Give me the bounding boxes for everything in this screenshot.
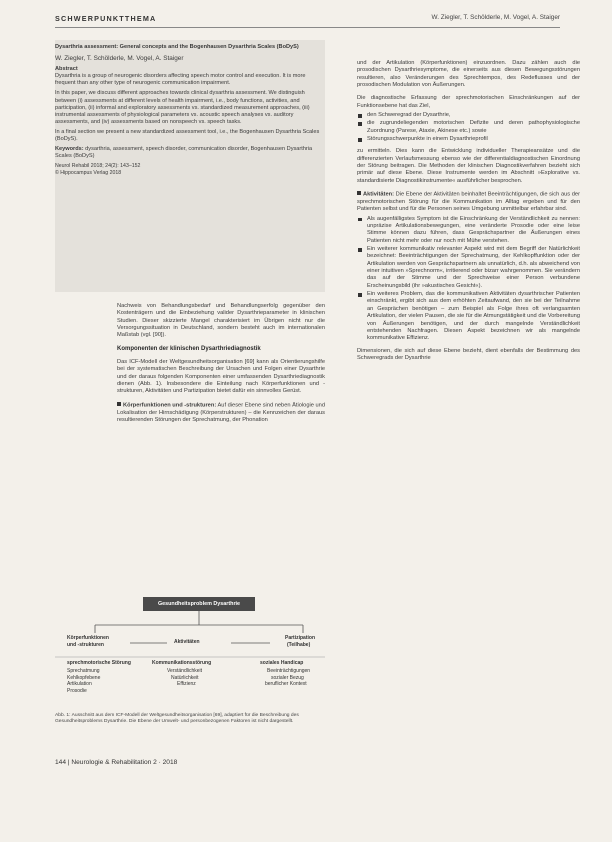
icf-figure	[55, 577, 325, 711]
right-subtitle: soziales Handicap	[260, 660, 304, 666]
list-item	[357, 216, 580, 245]
left-paragraph-3	[117, 402, 325, 425]
paragraph-lead: Aktivitäten:	[363, 191, 394, 198]
square-bullet-icon	[358, 248, 362, 252]
left-item: Artikulation	[67, 681, 92, 687]
right-title: Partizipation	[285, 635, 316, 641]
right-item: sozialer Bezug	[271, 674, 304, 681]
keywords-label: Keywords:	[55, 146, 84, 153]
right-paragraph-2: Die diagnostische Erfassung der sprechmotorischen Einschränkungen auf der Funktionsebene hat das Ziel,	[357, 95, 580, 109]
left-paragraph-2: Das ICF-Modell der Weltgesundheitsorganisation [69] kann als Orientierungshilfe bei der systematischen Beschreibung der Ursachen und Folgen einer Dysarthrie und der daraus folgenden Komponenten einer umfassenden Dysarthriediagnostik dienen (Abb. 1). Insbesondere die Einteilung nach Körperfunktionen und -strukturen, Aktivitäten und Partizipation bietet dafür ein sinnvolles Gerüst.	[117, 359, 325, 395]
right-paragraph-4	[357, 191, 580, 214]
abstract-paragraph-3: In a final section we present a new standardized assessment tool, i.e., the Bogenhausen Dysarthria Scales (BoDyS).	[55, 128, 320, 143]
paragraph-text: Die Ebene der Aktivitäten beinhaltet Beeinträchtigungen, die sich aus der sprechmotorischen Störung für die Kommunikation im Alltag ergeben und für den Patienten selbst und für die Personen seines Umgebung unmittelbar erfahrbar sind.	[357, 191, 580, 213]
right-item: Beeinträchtigungen	[267, 668, 311, 674]
right-paragraph-1: und der Artikulation (Körperfunktionen) einzuordnen. Dazu zählen auch die prosodischen Dysarthriesymptome, die einerseits aus diesen Bewegungsstörungen resultieren, also Veränderungen des Sprechtempos, des Redeflusses und der prosodischen Modulation von Äußerungen.	[357, 60, 580, 89]
list-item	[357, 291, 580, 342]
copyright-text: © Hippocampus Verlag 2018	[55, 169, 122, 176]
abstract-box	[55, 40, 325, 292]
square-bullet-icon	[358, 218, 362, 222]
figure-caption: Abb. 1: Ausschnitt aus dem ICF-Modell der Weltgesundheitsorganisation [69], adaptiert für die Beschreibung des Gesundheitsproblems Dysarthrie. Die Ebene der Umwelt- und personbezogenen Faktoren ist nicht dargestellt.	[55, 713, 299, 725]
abstract-label: Abstract	[55, 66, 78, 73]
list-item-text: Ein weiterer kommunikativ relevanter Aspekt wird mit dem Begriff der Natürlichkeit bezeichnet: Beeinträchtigungen der Sprechatmung, der Kehlkopffunktion oder der Artikulation werden von Gesprächspartnern als unnatürlich, d.h. als abweichend von einer intuitiven »Sprechnorm«, irritierend oder bizarr wahrgenommen. Sie verändern das auf der Stimme und der Sprechweise einer Person verbundene Erscheinungsbild (ihr »akustisches Gesicht«).	[367, 246, 580, 289]
list-item-text: Ein weiteres Problem, das die kommunikativen Aktivitäten dysarthrischer Patienten einschränkt, ergibt sich aus dem erhöhten Zeitaufwand, den sie bei der Teilnahme an Gesprächen benötigen – zum Beispiel als Folge ihres oft verlangsamten Artikulation, der vielen Pausen, die sie für die Atmungstätigkeit und die Vorbereitung von Äußerungen benötigen, und der durch mangelnde Verständlichkeit entstehenden Nachfragen. Diesen Aspekt bezeichnen wir als mangelnde kommunikative Effizienz.	[367, 291, 580, 342]
square-bullet-icon	[357, 191, 361, 195]
left-column	[117, 303, 325, 430]
activity-list	[357, 216, 580, 343]
square-bullet-icon	[117, 402, 121, 406]
abstract-citation	[55, 163, 325, 176]
left-item: Kehlkopfebene	[67, 674, 101, 681]
abstract-keywords	[55, 146, 325, 160]
section-label: SCHWERPUNKTTHEMA	[55, 14, 157, 23]
keywords-text: dysarthria, assessment, speech disorder, communication disorder, Bogenhausen Dysarthria Scales (BoDyS)	[55, 146, 313, 160]
list-item-text: Als augenfälligstes Symptom ist die Einschränkung der Verständlichkeit zu nennen: unpräzise Artikulationsbewegungen, eine veränderte Prosodie oder eine leise Stimme können dazu führen, dass Gesprächspartner die Äußerungen eines Patienten nicht mehr oder nur noch mit Mühe verstehen.	[367, 215, 580, 244]
section-heading: Komponenten der klinischen Dysarthriediagnostik	[117, 345, 261, 352]
left-title: Körperfunktionen	[67, 635, 109, 641]
list-item	[357, 246, 580, 290]
list-item	[357, 112, 580, 119]
left-title-2: und -strukturen	[67, 642, 104, 648]
left-item: Sprechatmung	[67, 668, 100, 674]
figure-head: Gesundheitsproblem Dysarthrie	[143, 597, 255, 611]
header-divider	[55, 27, 560, 28]
middle-item: Verständlichkeit	[167, 668, 203, 674]
right-paragraph-5: Dimensionen, die sich auf diese Ebene bezieht, dient ebenfalls der Bestimmung des Schweregrads der Dysarthrie	[357, 347, 580, 361]
middle-subtitle: Kommunikationsstörung	[152, 660, 212, 666]
abstract-paragraph-1: Dysarthria is a group of neurogenic disorders affecting speech motor control and execution. It is more frequent than any other type of neurogenic communication impairment.	[55, 73, 306, 87]
list-item	[357, 136, 580, 143]
middle-title: Aktivitäten	[174, 639, 200, 645]
goal-list	[357, 112, 580, 143]
abstract-authors: W. Ziegler, T. Schölderle, M. Vogel, A. Staiger	[55, 55, 184, 63]
list-item-text: Störungsschwerpunkte in einem Dysarthrieprofil	[367, 136, 488, 143]
right-item: beruflicher Kontext	[265, 681, 307, 687]
running-authors: W. Ziegler, T. Schölderle, M. Vogel, A. Staiger	[431, 14, 560, 21]
paragraph-text: Auf dieser Ebene sind neben Ätiologie und Lokalisation der Hirnschädigung (Körperstrukturen) – die Kennzeichen der daraus resultierenden Störungen der Sprechatmung, der Phonation	[117, 402, 326, 423]
page-footer: 144 | Neurologie & Rehabilitation 2 · 2018	[55, 759, 178, 766]
citation-text: Neurol Rehabil 2018; 24(2): 143–152	[55, 163, 141, 170]
left-item: Prosodie	[67, 687, 87, 694]
paragraph-lead: Körperfunktionen und -strukturen:	[123, 402, 217, 409]
square-bullet-icon	[358, 122, 362, 126]
right-paragraph-3: zu ermitteln. Dies kann die Entwicklung individueller Therapieansätze und die differenzierten Verlaufsmessung ebenso wie der differentialdiagnostischen Einordnung der Störung beitragen. Die Methoden der klinischen Diagnostikverfahren bezieht sich primär auf diese Ebene. Diese Instrumente werden im Abschnitt »Explorative vs. standardisierte Diagnostikinstrumente« ausführlicher besprochen.	[357, 148, 580, 184]
middle-item: Effizienz	[177, 681, 196, 687]
abstract-paragraph-2: In this paper, we discuss different approaches towards clinical dysarthria assessment. We distinguish between (i) assessments at different levels of health impairment, i.e., body functions, activities, and participation, (ii) informal and exploratory assessments vs. standardized measurement approaches, (iii) instrumental assessments of physiological parameters vs. acoustic speech analyses vs. auditory assessments, and (iv) assessments based on nonspeech vs. speech tasks.	[55, 90, 310, 125]
list-item-text: den Schweregrad der Dysarthrie,	[367, 112, 451, 119]
list-item	[357, 120, 580, 135]
right-title-2: (Teilhabe)	[287, 642, 311, 648]
left-paragraph-1: Nachweis von Behandlungsbedarf und Behandlungserfolg gegenüber den Kostenträgern und die Einbeziehung valider Dysarthrieparameter in klinischen Studien. Dieser skizzierte Mangel charakterisiert im Übrigen nicht nur die Versorgungssituation in Deutschland, sondern besteht auch im internationalen Maßstab (vgl. [90]).	[117, 303, 325, 339]
list-item-text: die zugrundeliegenden motorischen Defizite und deren pathophysiologische Zuordnung (Parese, Ataxie, Akinese etc.) sowie	[367, 120, 580, 134]
abstract-title: Dysarthria assessment: General concepts and the Bogenhausen Dysarthria Scales (BoDyS)	[55, 44, 299, 50]
square-bullet-icon	[358, 293, 362, 297]
left-subtitle: sprechmotorische Störung	[67, 660, 131, 666]
square-bullet-icon	[358, 138, 362, 142]
square-bullet-icon	[358, 114, 362, 118]
right-column	[357, 60, 580, 368]
middle-item: Natürlichkeit	[171, 674, 199, 681]
